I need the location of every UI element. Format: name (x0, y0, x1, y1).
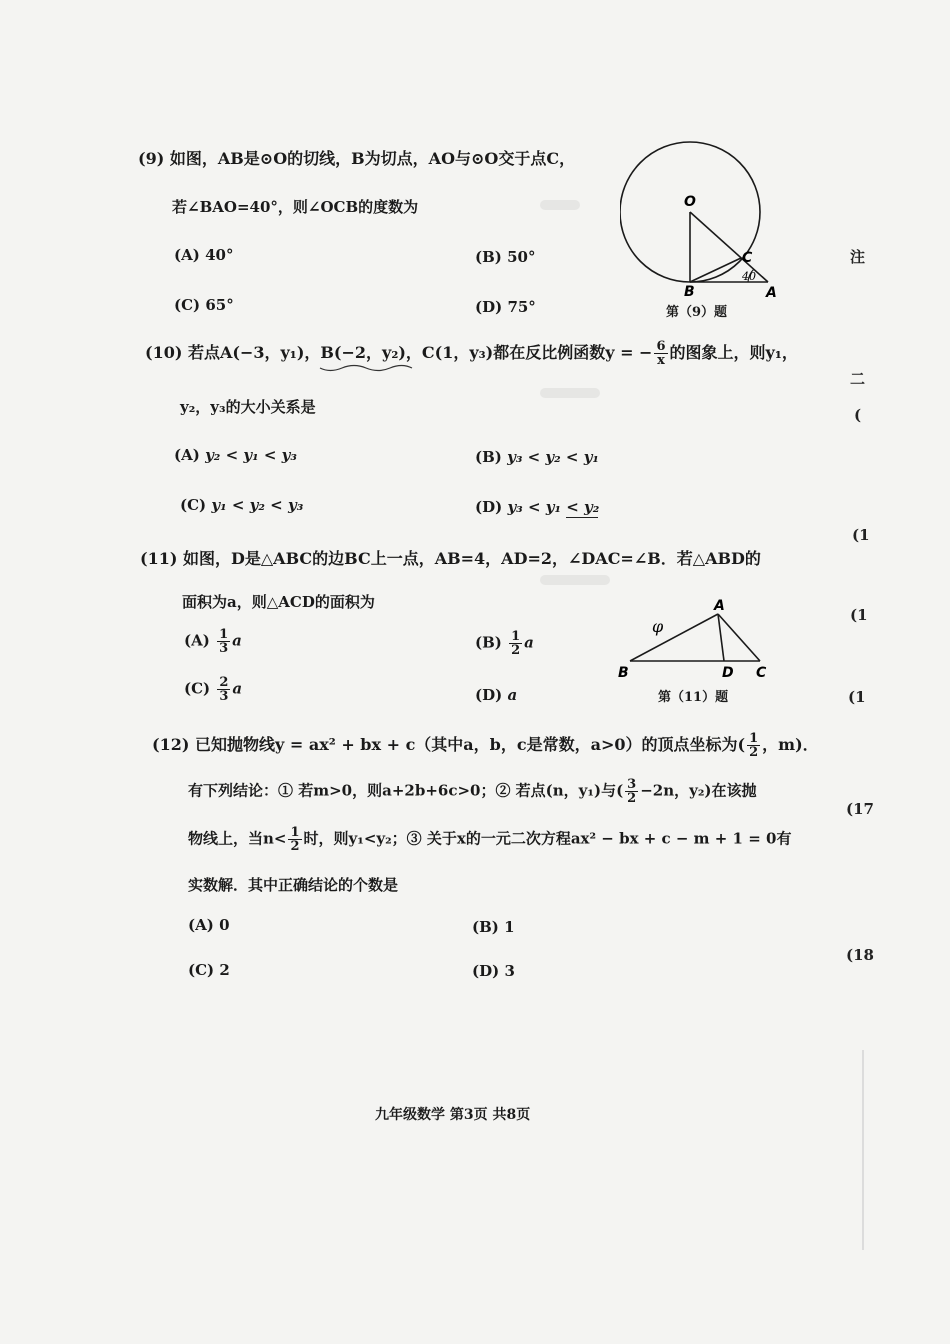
q11-option-d-text: a (507, 686, 518, 704)
right-edge-fragment-2: 二 (850, 370, 866, 388)
q9-option-c-key: (C) (174, 296, 201, 314)
q9-option-a[interactable] (174, 246, 233, 264)
q9-number: (9) (138, 149, 165, 168)
q9-option-b-key: (B) (475, 248, 502, 266)
scan-fold-line (862, 1050, 864, 1250)
q12-n-num: 1 (290, 825, 300, 840)
q12-option-b-key: (B) (472, 918, 499, 936)
q11-option-a-key: (A) (184, 631, 210, 650)
q11-stem-line1: 如图，D是△ABC的边BC上一点，AB=4，AD=2，∠DAC=∠B．若△ABD的 (182, 549, 761, 568)
right-edge-fragment-5: (1 (850, 606, 868, 624)
q9-line-bc (690, 258, 741, 282)
q10-option-b-text: y₃ < y₂ < y₁ (507, 448, 599, 466)
q9-option-a-key: (A) (174, 246, 200, 264)
q10-option-c[interactable] (180, 496, 303, 514)
q11-number: (11) (140, 549, 178, 568)
q11-c-den: 3 (219, 689, 229, 704)
q11-option-c-frac (217, 676, 230, 703)
q11-option-a-var: a (232, 631, 242, 650)
q9-line1 (138, 146, 575, 169)
q11-a-den: 3 (219, 641, 229, 656)
q11-label-a: A (714, 598, 725, 614)
q11-figure (612, 596, 782, 686)
q12-n-frac (288, 826, 301, 853)
q11-label-d: D (722, 665, 734, 681)
q10-stem-b: 的图象上，则y₁， (669, 343, 798, 362)
q10-underline-mark (318, 362, 414, 374)
q11-figure-caption: 第（11）题 (658, 690, 729, 705)
q11-handwriting: φ (652, 617, 664, 636)
q10-fraction (654, 340, 667, 367)
q12-point-frac (625, 778, 638, 805)
right-edge-fragment-7: (17 (846, 800, 874, 818)
q9-handwriting: 40 (742, 270, 756, 283)
q9-figure-caption: 第（9）题 (666, 305, 728, 320)
q10-option-b[interactable] (475, 448, 599, 466)
q12-stem-line3-a: 物线上，当n< (188, 829, 287, 848)
q12-option-c-text: 2 (219, 961, 230, 979)
page-footer: 九年级数学 第3页 共8页 (375, 1107, 531, 1123)
q12-option-a-key: (A) (188, 916, 214, 934)
q12-vertex-den: 2 (749, 745, 759, 760)
q9-option-c-text: 65° (205, 296, 234, 314)
q12-line2 (188, 778, 757, 805)
q11-c-num: 2 (219, 675, 229, 690)
q12-stem-line4: 实数解．其中正确结论的个数是 (188, 876, 399, 894)
q10-option-d[interactable] (475, 498, 599, 516)
q9-option-b-text: 50° (507, 248, 536, 266)
q9-option-d-text: 75° (507, 298, 536, 316)
q10-line1 (145, 340, 798, 367)
right-edge-fragment-6: (1 (848, 688, 866, 706)
q10-stem-line2: y₂，y₃的大小关系是 (180, 398, 316, 416)
right-edge-fragment-3: ( (854, 406, 862, 424)
q12-vertex-num: 1 (749, 731, 759, 746)
q12-option-d-text: 3 (504, 962, 515, 980)
q12-stem-line2-a: 有下列结论：① 若m>0，则a+2b+6c>0；② 若点(n，y₁)与( (188, 781, 624, 800)
q10-option-a[interactable] (174, 446, 297, 464)
q12-vertex-frac (747, 732, 760, 759)
q9-option-b[interactable] (475, 248, 535, 266)
q11-option-c-key: (C) (184, 679, 211, 698)
q10-stem-a: 若点A(−3，y₁)，B(−2，y₂)，C(1，y₃)都在反比例函数y = − (187, 343, 653, 362)
q11-label-b: B (618, 665, 629, 681)
q9-label-c: C (742, 250, 753, 266)
q9-line-oa (690, 212, 768, 282)
q12-option-a[interactable] (188, 916, 230, 934)
q11-option-b-var: a (524, 633, 534, 652)
q12-option-c-key: (C) (188, 961, 215, 979)
q9-label-o: O (684, 194, 696, 210)
q9-stem-line2: 若∠BAO=40°，则∠OCB的度数为 (172, 198, 419, 216)
q10-number: (10) (145, 343, 183, 362)
q9-stem-line1: 如图，AB是⊙O的切线，B为切点，AO与⊙O交于点C， (169, 149, 576, 168)
q11-label-c: C (756, 665, 767, 681)
q11-option-d-key: (D) (475, 686, 503, 704)
q12-stem-line3-b: 时，则y₁<y₂；③ 关于x的一元二次方程ax² − bx + c − m + 1 = 0有 (303, 829, 792, 848)
q11-option-a-frac (217, 628, 230, 655)
q11-line1 (140, 546, 761, 569)
q12-option-d[interactable] (472, 962, 515, 980)
q12-number: (12) (152, 735, 190, 754)
q11-stem-line2: 面积为a，则△ACD的面积为 (182, 593, 375, 611)
q10-answer-underline (566, 517, 598, 518)
q10-option-c-key: (C) (180, 496, 207, 514)
q11-b-den: 2 (511, 643, 521, 658)
q9-label-a: A (766, 285, 777, 300)
q11-option-d[interactable] (475, 686, 517, 704)
q9-option-d-key: (D) (475, 298, 503, 316)
q10-frac-num: 6 (656, 339, 666, 354)
q12-n-den: 2 (290, 839, 300, 854)
q11-option-c-var: a (232, 679, 243, 698)
q10-option-a-key: (A) (174, 446, 200, 464)
q12-line3 (188, 826, 791, 853)
q11-line-ba (630, 614, 718, 661)
q12-option-b-text: 1 (504, 918, 515, 936)
q12-line1 (152, 732, 819, 759)
q10-option-c-text: y₁ < y₂ < y₃ (211, 496, 304, 514)
q11-option-b-key: (B) (475, 633, 502, 652)
q10-frac-den: x (657, 353, 665, 368)
q11-b-num: 1 (511, 629, 521, 644)
q12-option-a-text: 0 (219, 916, 230, 934)
q11-a-num: 1 (219, 627, 229, 642)
right-edge-fragment-8: (18 (846, 946, 874, 964)
q10-option-d-key: (D) (475, 498, 503, 516)
q12-stem-b: ，m)． (762, 735, 819, 754)
q12-stem-a: 已知抛物线y = ax² + bx + c（其中a，b，c是常数，a>0）的顶点坐标为( (194, 735, 746, 754)
q12-pt-num: 3 (627, 777, 637, 792)
q12-option-d-key: (D) (472, 962, 500, 980)
q12-stem-line2-b: −2n，y₂)在该抛 (640, 781, 757, 800)
right-edge-fragment-4: (1 (852, 526, 870, 544)
q11-option-b[interactable] (475, 630, 534, 657)
scan-smudge-1 (540, 200, 580, 210)
q9-option-d[interactable] (475, 298, 536, 316)
q11-line-ad (718, 614, 724, 661)
q9-figure (620, 140, 790, 300)
q10-option-d-text: y₃ < y₁ < y₂ (507, 498, 600, 516)
q12-option-c[interactable] (188, 961, 230, 979)
q10-option-b-key: (B) (475, 448, 502, 466)
scan-smudge-3 (540, 575, 610, 585)
q11-option-b-frac (509, 630, 522, 657)
q11-option-c[interactable] (184, 676, 242, 703)
q9-option-a-text: 40° (205, 246, 234, 264)
q9-label-b: B (684, 284, 695, 300)
q12-pt-den: 2 (627, 791, 637, 806)
q12-option-b[interactable] (472, 918, 515, 936)
right-edge-fragment-1: 注 (850, 248, 866, 266)
q9-option-c[interactable] (174, 296, 234, 314)
q11-option-a[interactable] (184, 628, 242, 655)
scan-smudge-2 (540, 388, 600, 398)
q10-option-a-text: y₂ < y₁ < y₃ (205, 446, 297, 464)
q11-line-ac (718, 614, 760, 661)
